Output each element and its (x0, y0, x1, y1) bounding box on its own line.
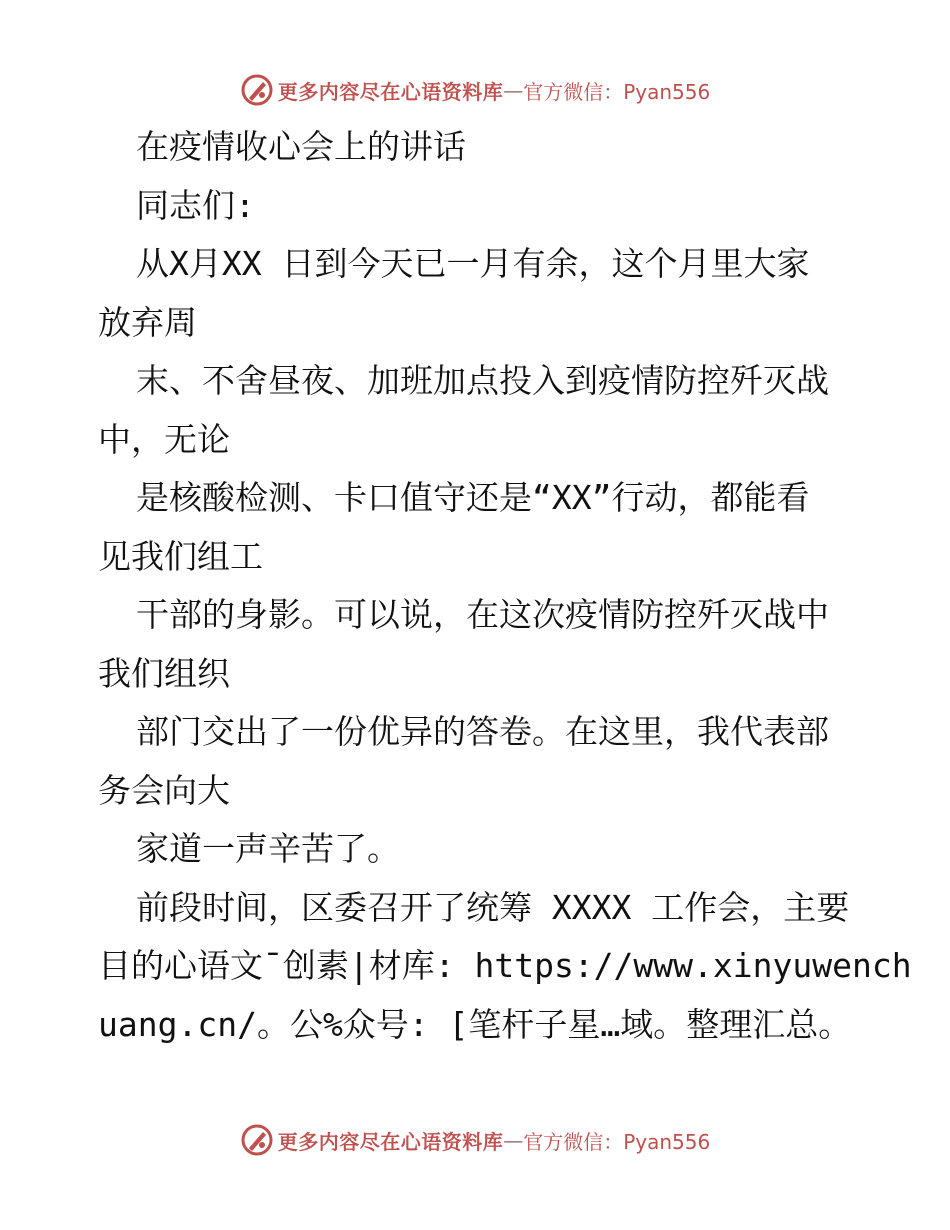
footer-banner-wechat: 官方微信：Pyan556 (523, 1129, 711, 1154)
document-line: 务会向大 (98, 770, 230, 810)
document-line: 部门交出了一份优异的答卷。在这里，我代表部 (136, 712, 829, 751)
document-line: 见我们组工 (98, 536, 263, 576)
header-banner[interactable] (0, 70, 950, 110)
footer-banner-separator: — (503, 1128, 524, 1152)
document-line: 放弃周 (98, 302, 197, 342)
footer-banner[interactable] (0, 1120, 950, 1160)
document-line: 家道一声辛苦了。 (136, 829, 400, 868)
document-line: 同志们: (136, 185, 255, 225)
document-line: 前段时间，区委召开了统筹 XXXX 工作会，主要 (136, 887, 850, 927)
document-body (98, 118, 912, 1054)
document-line: 我们组织 (98, 653, 230, 693)
document-line: 末、不舍昼夜、加班加点投入到疫情防控歼灭战 (136, 361, 829, 400)
document-line: uang.cn/。公%众号: [笔杆子星…域。整理汇总。 (98, 1004, 852, 1044)
document-line: 是核酸检测、卡口值守还是“XX”行动，都能看 (136, 478, 810, 517)
header-banner-separator: — (503, 78, 524, 102)
document-line: 中，无论 (98, 419, 230, 459)
document-line: 目的心语文¯创素|材库: https://www.xinyuwench (98, 946, 912, 985)
header-banner-wechat: 官方微信：Pyan556 (523, 79, 711, 104)
pen-logo-icon (240, 1123, 274, 1157)
header-banner-text: 更多内容尽在心语资料库 (277, 79, 504, 104)
document-line: 在疫情收心会上的讲话 (136, 127, 466, 166)
footer-banner-text: 更多内容尽在心语资料库 (277, 1129, 504, 1154)
document-line: 干部的身影。可以说，在这次疫情防控歼灭战中 (136, 595, 829, 634)
document-line: 从X月XX 日到今天已一月有余，这个月里大家 (136, 244, 810, 283)
pen-logo-icon (240, 73, 274, 107)
